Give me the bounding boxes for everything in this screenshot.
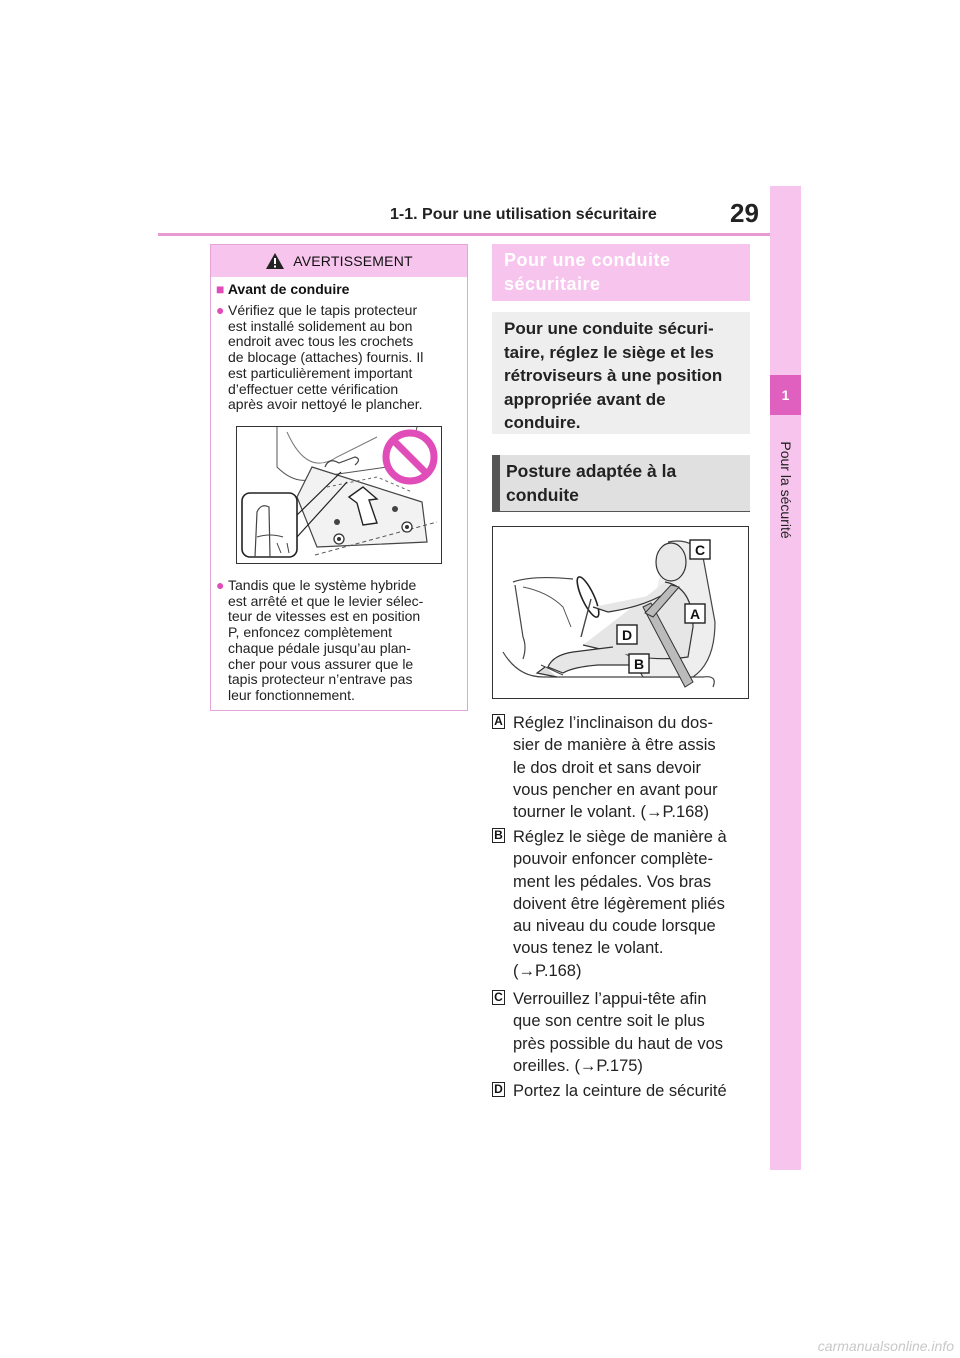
warning-line: est arrêté et que le levier sélec- — [228, 592, 424, 609]
warning-header — [211, 245, 467, 277]
round-bullet-icon: ● — [216, 302, 225, 318]
chapter-label — [770, 420, 801, 560]
posture-heading — [492, 455, 750, 512]
warning-line: cher pour vous assurer que le — [228, 655, 414, 672]
warning-line: Vérifiez que le tapis protecteur — [228, 302, 418, 318]
intro-line: appropriée avant de — [504, 389, 666, 409]
item-letter: D — [492, 1082, 505, 1097]
section-title: 1-1. Pour une utilisation sécuritaire — [390, 206, 657, 223]
square-bullet-icon: ■ — [216, 281, 225, 297]
callout-c: C — [694, 542, 706, 558]
warning-line: Tandis que le système hybride — [228, 577, 417, 593]
intro-line: taire, réglez le siège et les — [504, 342, 714, 362]
heading-line: conduite — [506, 485, 579, 505]
warning-line: est particulièrement important — [228, 364, 413, 381]
round-bullet-icon: ● — [216, 577, 225, 593]
item-line: au niveau du coude lorsque — [513, 917, 716, 936]
item-line: le dos droit et sans devoir — [513, 758, 702, 777]
callout-a: A — [689, 606, 701, 622]
warning-line: P, enfoncez complètement — [228, 624, 392, 641]
item-line: vous pencher en avant pour — [513, 780, 718, 799]
warning-line: tapis protecteur n’entrave pas — [228, 671, 413, 688]
item-line: vous tenez le volant. — [513, 939, 664, 958]
item-line: près possible du haut de vos — [513, 1034, 724, 1053]
warning-line: chaque pédale jusqu’au plan- — [228, 639, 411, 656]
warning-subheading — [216, 281, 349, 297]
warning-line: est installé solidement au bon — [228, 317, 413, 334]
chapter-number: 1 — [770, 375, 801, 415]
chapter-side-tab — [770, 186, 801, 1170]
warning-line: d’effectuer cette vérification — [228, 380, 399, 397]
intro-line: conduire. — [504, 413, 581, 432]
warning-heading: AVERTISSEMENT — [293, 253, 413, 269]
heading-line: Posture adaptée à la — [506, 461, 677, 481]
warning-line: de blocage (attaches) fournis. Il — [228, 349, 424, 366]
item-letter: C — [492, 990, 505, 1005]
warning-bullet-2 — [216, 578, 464, 704]
page-number: 29 — [730, 198, 759, 228]
safe-driving-intro — [492, 312, 750, 434]
warning-line: après avoir nettoyé le plancher. — [228, 396, 423, 413]
callout-b: B — [633, 656, 645, 672]
warning-line: leur fonctionnement. — [228, 686, 355, 703]
item-line: tourner le volant. (→P.168) — [513, 803, 709, 822]
intro-line: rétroviseurs à une position — [504, 366, 723, 385]
item-line: Verrouillez l’appui-tête afin — [513, 990, 707, 1008]
heading-line: sécuritaire — [504, 274, 601, 294]
watermark — [0, 1338, 960, 1358]
watermark-text: carmanualsonline.info — [817, 1338, 954, 1354]
intro-line: Pour une conduite sécuri- — [504, 319, 714, 338]
item-line: oreilles. (→P.175) — [513, 1056, 643, 1075]
warning-line: endroit avec tous les crochets — [228, 333, 414, 350]
warning-line: teur de vitesses est en position — [228, 608, 421, 625]
item-line: (→P.168) — [513, 961, 582, 980]
posture-heading-bar — [492, 455, 500, 512]
item-line: que son centre soit le plus — [513, 1012, 705, 1031]
item-line: ment les pédales. Vos bras — [513, 872, 712, 891]
item-letter: A — [492, 714, 505, 729]
warning-subheading-text: Avant de conduire — [227, 281, 350, 297]
item-line: doivent être légèrement pliés — [513, 894, 725, 913]
item-letter: B — [492, 828, 505, 843]
safe-driving-heading — [492, 244, 750, 301]
driving-posture-illustration — [492, 526, 749, 699]
item-line: sier de manière à être assis — [513, 736, 716, 755]
floor-mat-illustration — [236, 426, 442, 564]
warning-bullet-1 — [216, 303, 464, 413]
item-line: Portez la ceinture de sécurité — [513, 1082, 727, 1100]
heading-line: Pour une conduite — [504, 250, 671, 270]
warning-triangle-icon — [265, 252, 285, 270]
item-line: pouvoir enfoncer complète- — [513, 850, 713, 869]
header-rule — [158, 233, 770, 236]
callout-d: D — [621, 627, 633, 643]
chapter-label-text: Pour la sécurité — [777, 441, 794, 539]
item-line: Réglez le siège de manière à — [513, 828, 727, 846]
item-line: Réglez l’inclinaison du dos- — [513, 714, 713, 732]
